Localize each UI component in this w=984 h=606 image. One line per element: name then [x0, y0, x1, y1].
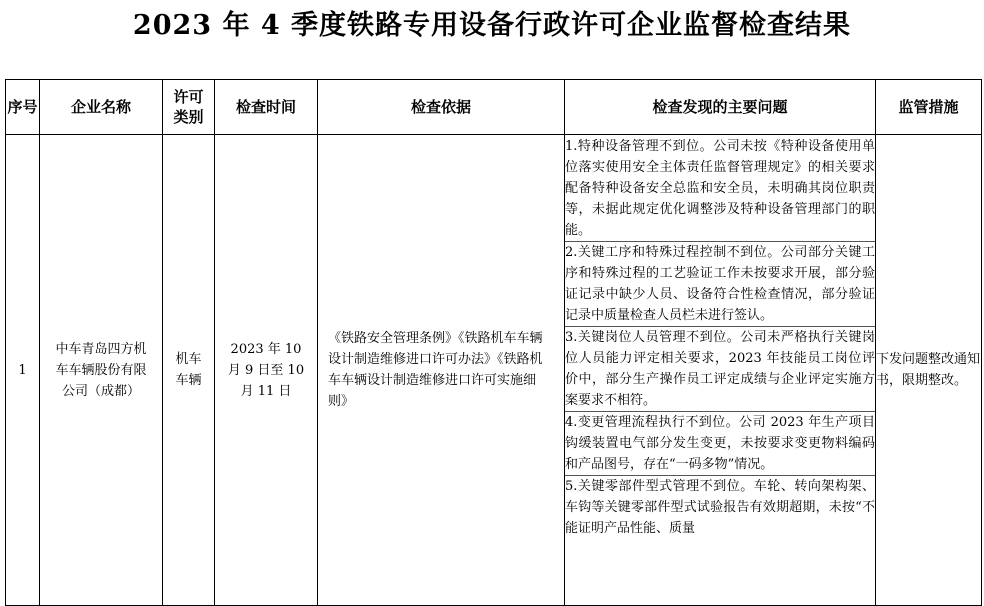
issue-item-5: 5.关键零部件型式管理不到位。车轮、转向架构架、车钩等关键零部件型式试验报告有效期超期，未按“不能证明产品性能、质量 [565, 479, 875, 536]
cell-company: 中车青岛四方机车车辆股份有限公司（成都） [40, 135, 163, 606]
cell-measures: 下发问题整改通知书，限期整改。 [876, 135, 982, 606]
issue-item-3: 3.关键岗位人员管理不到位。公司未严格执行关键岗位人员能力评定相关要求，2023 年技能员工岗位评价中，部分生产操作员工评定成绩与企业评定实施方案要求不相符。 [565, 327, 875, 412]
table-header-row [6, 80, 982, 135]
cell-inspection-time: 2023 年 10 月 9 日至 10 月 11 日 [215, 135, 318, 606]
cell-permit-type: 机车车辆 [163, 135, 215, 606]
issue-item-2: 2.关键工序和特殊过程控制不到位。公司部分关键工序和特殊过程的工艺验证工作未按要求开展，部分验证记录中缺少人员、设备符合性检查情况，部分验证记录中质量检查人员栏未进行签认。 [565, 242, 875, 327]
header-company: 企业名称 [40, 80, 163, 135]
header-measures: 监管措施 [876, 80, 982, 135]
issues-list [565, 136, 875, 604]
cell-basis: 《铁路安全管理条例》《铁路机车车辆设计制造维修进口许可办法》《铁路机车车辆设计制造维修进口许可实施细则》 [318, 135, 565, 606]
header-permit-type: 许可类别 [163, 80, 215, 135]
header-inspection-time: 检查时间 [215, 80, 318, 135]
issue-item-4: 4.变更管理流程执行不到位。公司 2023 年生产项目钩缓装置电气部分发生变更，未按要求变更物料编码和产品图号，存在“一码多物”情况。 [565, 412, 875, 476]
inspection-results-table [5, 79, 982, 606]
page-title: 2023 年 4 季度铁路专用设备行政许可企业监督检查结果 [132, 10, 852, 41]
header-seq: 序号 [6, 80, 40, 135]
cell-issues [565, 135, 876, 606]
cell-seq: 1 [6, 135, 40, 606]
issue-item-1: 1.特种设备管理不到位。公司未按《特种设备使用单位落实使用安全主体责任监督管理规定》的相关要求配备特种设备安全总监和安全员，未明确其岗位职责等，未据此规定优化调整涉及特种设备管理部门的职能。 [565, 136, 875, 242]
header-basis: 检查依据 [318, 80, 565, 135]
table-row [6, 135, 982, 606]
header-issues: 检查发现的主要问题 [565, 80, 876, 135]
